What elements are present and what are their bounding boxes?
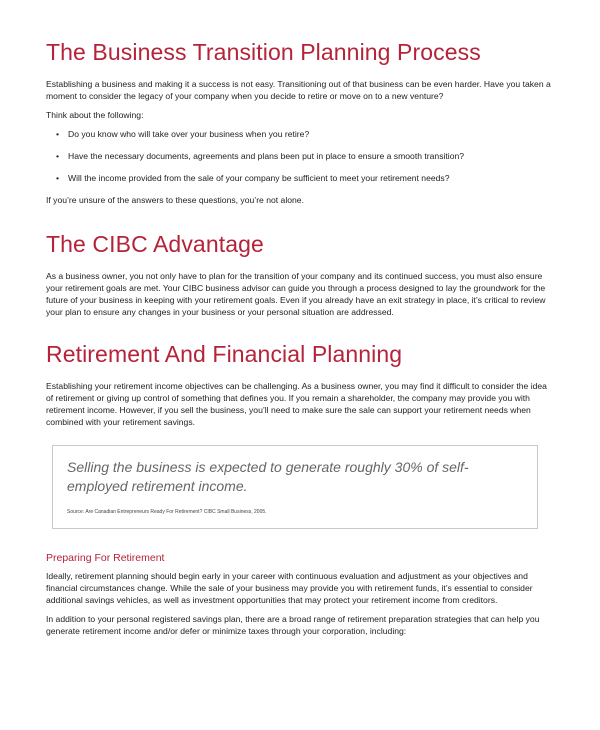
retirement-planning-paragraph: Establishing your retirement income objectives can be challenging. As a business owner, you may find it difficult to consider the idea of retirement or giving up control of something that defines you. If you remain a shareholder, the company may provide you with retirement income. However, if you sell the business, you’ll need to make sure the sale can support your retirement needs when combined with your retirement savings. <box>46 381 547 427</box>
pull-quote-source: Source: Are Canadian Entrepreneurs Ready For Retirement? CIBC Small Business, 2005. <box>67 509 267 515</box>
pull-quote-text: Selling the business is expected to generate roughly 30% of self-employed retirement income. <box>67 459 469 494</box>
subsection-title-preparing: Preparing For Retirement <box>46 552 165 564</box>
question-list-item <box>46 150 554 162</box>
section-title-transition-planning: The Business Transition Planning Process <box>46 39 481 65</box>
bullet-icon: • <box>56 151 60 161</box>
preparing-paragraph-2: In addition to your personal registered savings plan, there are a broad range of retirement preparation strategies that can help you generate retirement income and/or defer or minimize taxes through your corporation, including: <box>46 614 540 636</box>
question-text: Do you know who will take over your business when you retire? <box>68 129 310 139</box>
question-list <box>46 128 554 184</box>
question-list-item <box>46 128 554 140</box>
section-title-retirement-planning: Retirement And Financial Planning <box>46 341 403 367</box>
pull-quote-box <box>52 445 538 529</box>
preparing-paragraph-1: Ideally, retirement planning should begin early in your career with continuous evaluation and adjustment as your objectives and financial circumstances change. While the sale of your business may provide you with retirement funds, it’s essential to consider additional savings vehicles, as well as investment opportunities that may protect your retirement income from creditors. <box>46 571 533 605</box>
cibc-advantage-paragraph: As a business owner, you not only have to plan for the transition of your company and its continued success, you must also ensure your retirement goals are met. Your CIBC business advisor can guide you through a process designed to lay the groundwork for the future of your business in keeping with your retirement goals. Even if you already have an exit strategy in place, it’s critical to review your plan to ensure any changes in your business or your personal situation are addressed. <box>46 271 546 317</box>
bullet-icon: • <box>56 129 60 139</box>
think-about-label: Think about the following: <box>46 110 144 120</box>
bullet-icon: • <box>56 173 60 183</box>
section-title-cibc-advantage: The CIBC Advantage <box>46 231 264 257</box>
question-list-item <box>46 172 554 184</box>
question-text: Will the income provided from the sale of your company be sufficient to meet your retirement needs? <box>68 173 450 183</box>
question-text: Have the necessary documents, agreements and plans been put in place to ensure a smooth transition? <box>68 151 465 161</box>
closing-paragraph: If you’re unsure of the answers to these questions, you’re not alone. <box>46 195 304 205</box>
intro-paragraph: Establishing a business and making it a success is not easy. Transitioning out of that business can be even harder. Have you taken a moment to consider the legacy of your company when you decide to retire or move on to a new venture? <box>46 79 551 101</box>
